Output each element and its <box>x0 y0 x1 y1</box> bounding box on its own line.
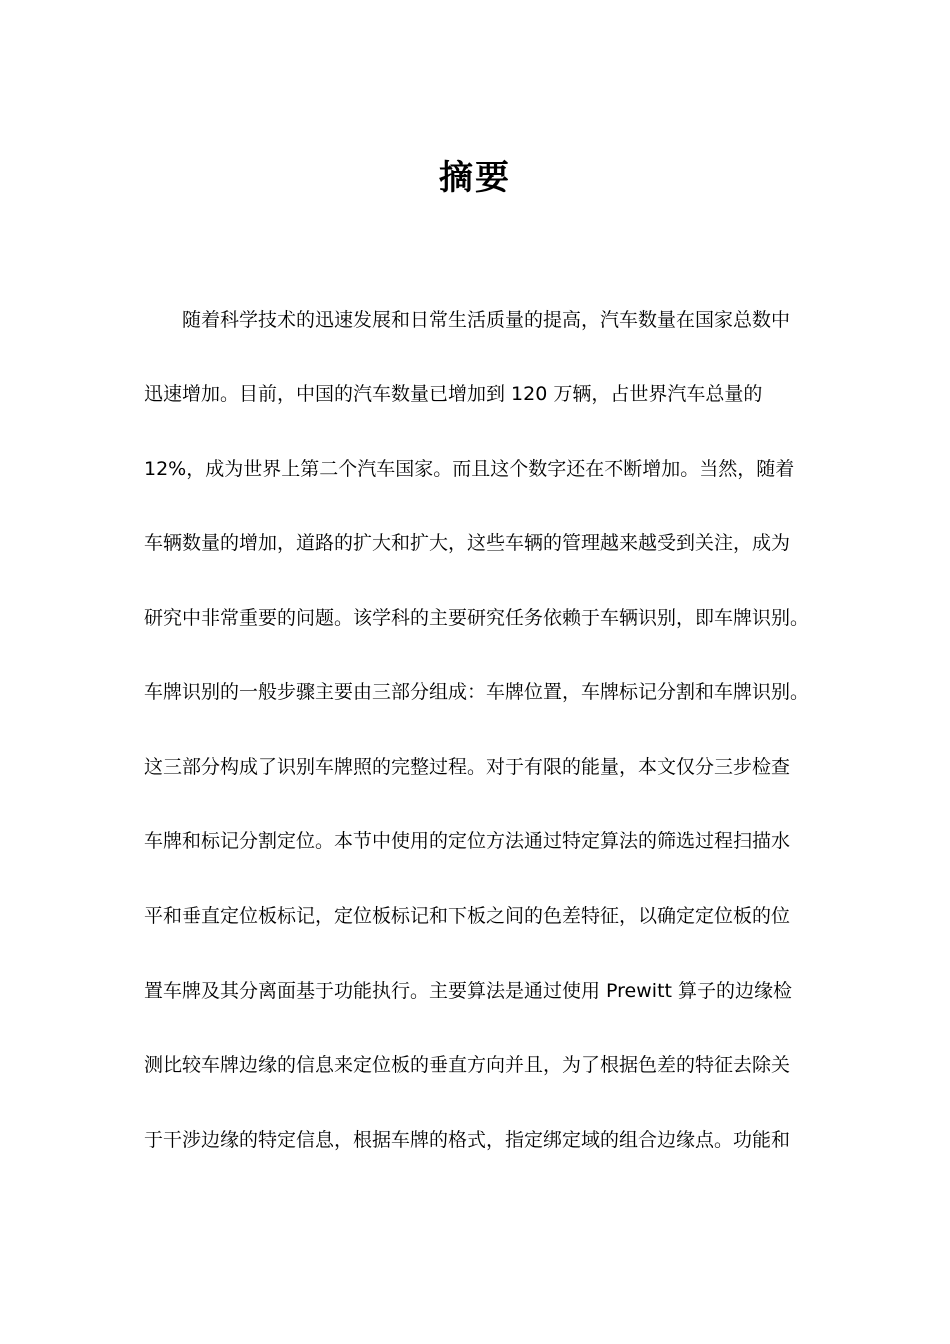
text-line: 随着科学技术的迅速发展和日常生活质量的提高，汽车数量在国家总数中 <box>182 309 791 331</box>
text-line: 于干涉边缘的特定信息，根据车牌的格式，指定绑定域的组合边缘点。功能和 <box>144 1129 791 1151</box>
text-line: 测比较车牌边缘的信息来定位板的垂直方向并且，为了根据色差的特征去除关 <box>144 1054 791 1076</box>
page-title: 摘要 <box>439 158 511 198</box>
text-line: 车辆数量的增加，道路的扩大和扩大，这些车辆的管理越来越受到关注，成为 <box>144 532 791 554</box>
text-line: 这三部分构成了识别车牌照的完整过程。对于有限的能量，本文仅分三步检查 <box>144 756 791 778</box>
text-line: 车牌识别的一般步骤主要由三部分组成：车牌位置，车牌标记分割和车牌识别。 <box>144 681 810 703</box>
text-line: 车牌和标记分割定位。本节中使用的定位方法通过特定算法的筛选过程扫描水 <box>144 830 791 852</box>
text-line: 12%，成为世界上第二个汽车国家。而且这个数字还在不断增加。当然，随着 <box>144 458 795 480</box>
text-line: 平和垂直定位板标记，定位板标记和下板之间的色差特征，以确定定位板的位 <box>144 905 791 927</box>
text-line: 置车牌及其分离面基于功能执行。主要算法是通过使用 Prewitt 算子的边缘检 <box>144 980 793 1002</box>
text-line: 迅速增加。目前，中国的汽车数量已增加到 120 万辆，占世界汽车总量的 <box>144 383 763 405</box>
text-line: 研究中非常重要的问题。该学科的主要研究任务依赖于车辆识别，即车牌识别。 <box>144 607 810 629</box>
